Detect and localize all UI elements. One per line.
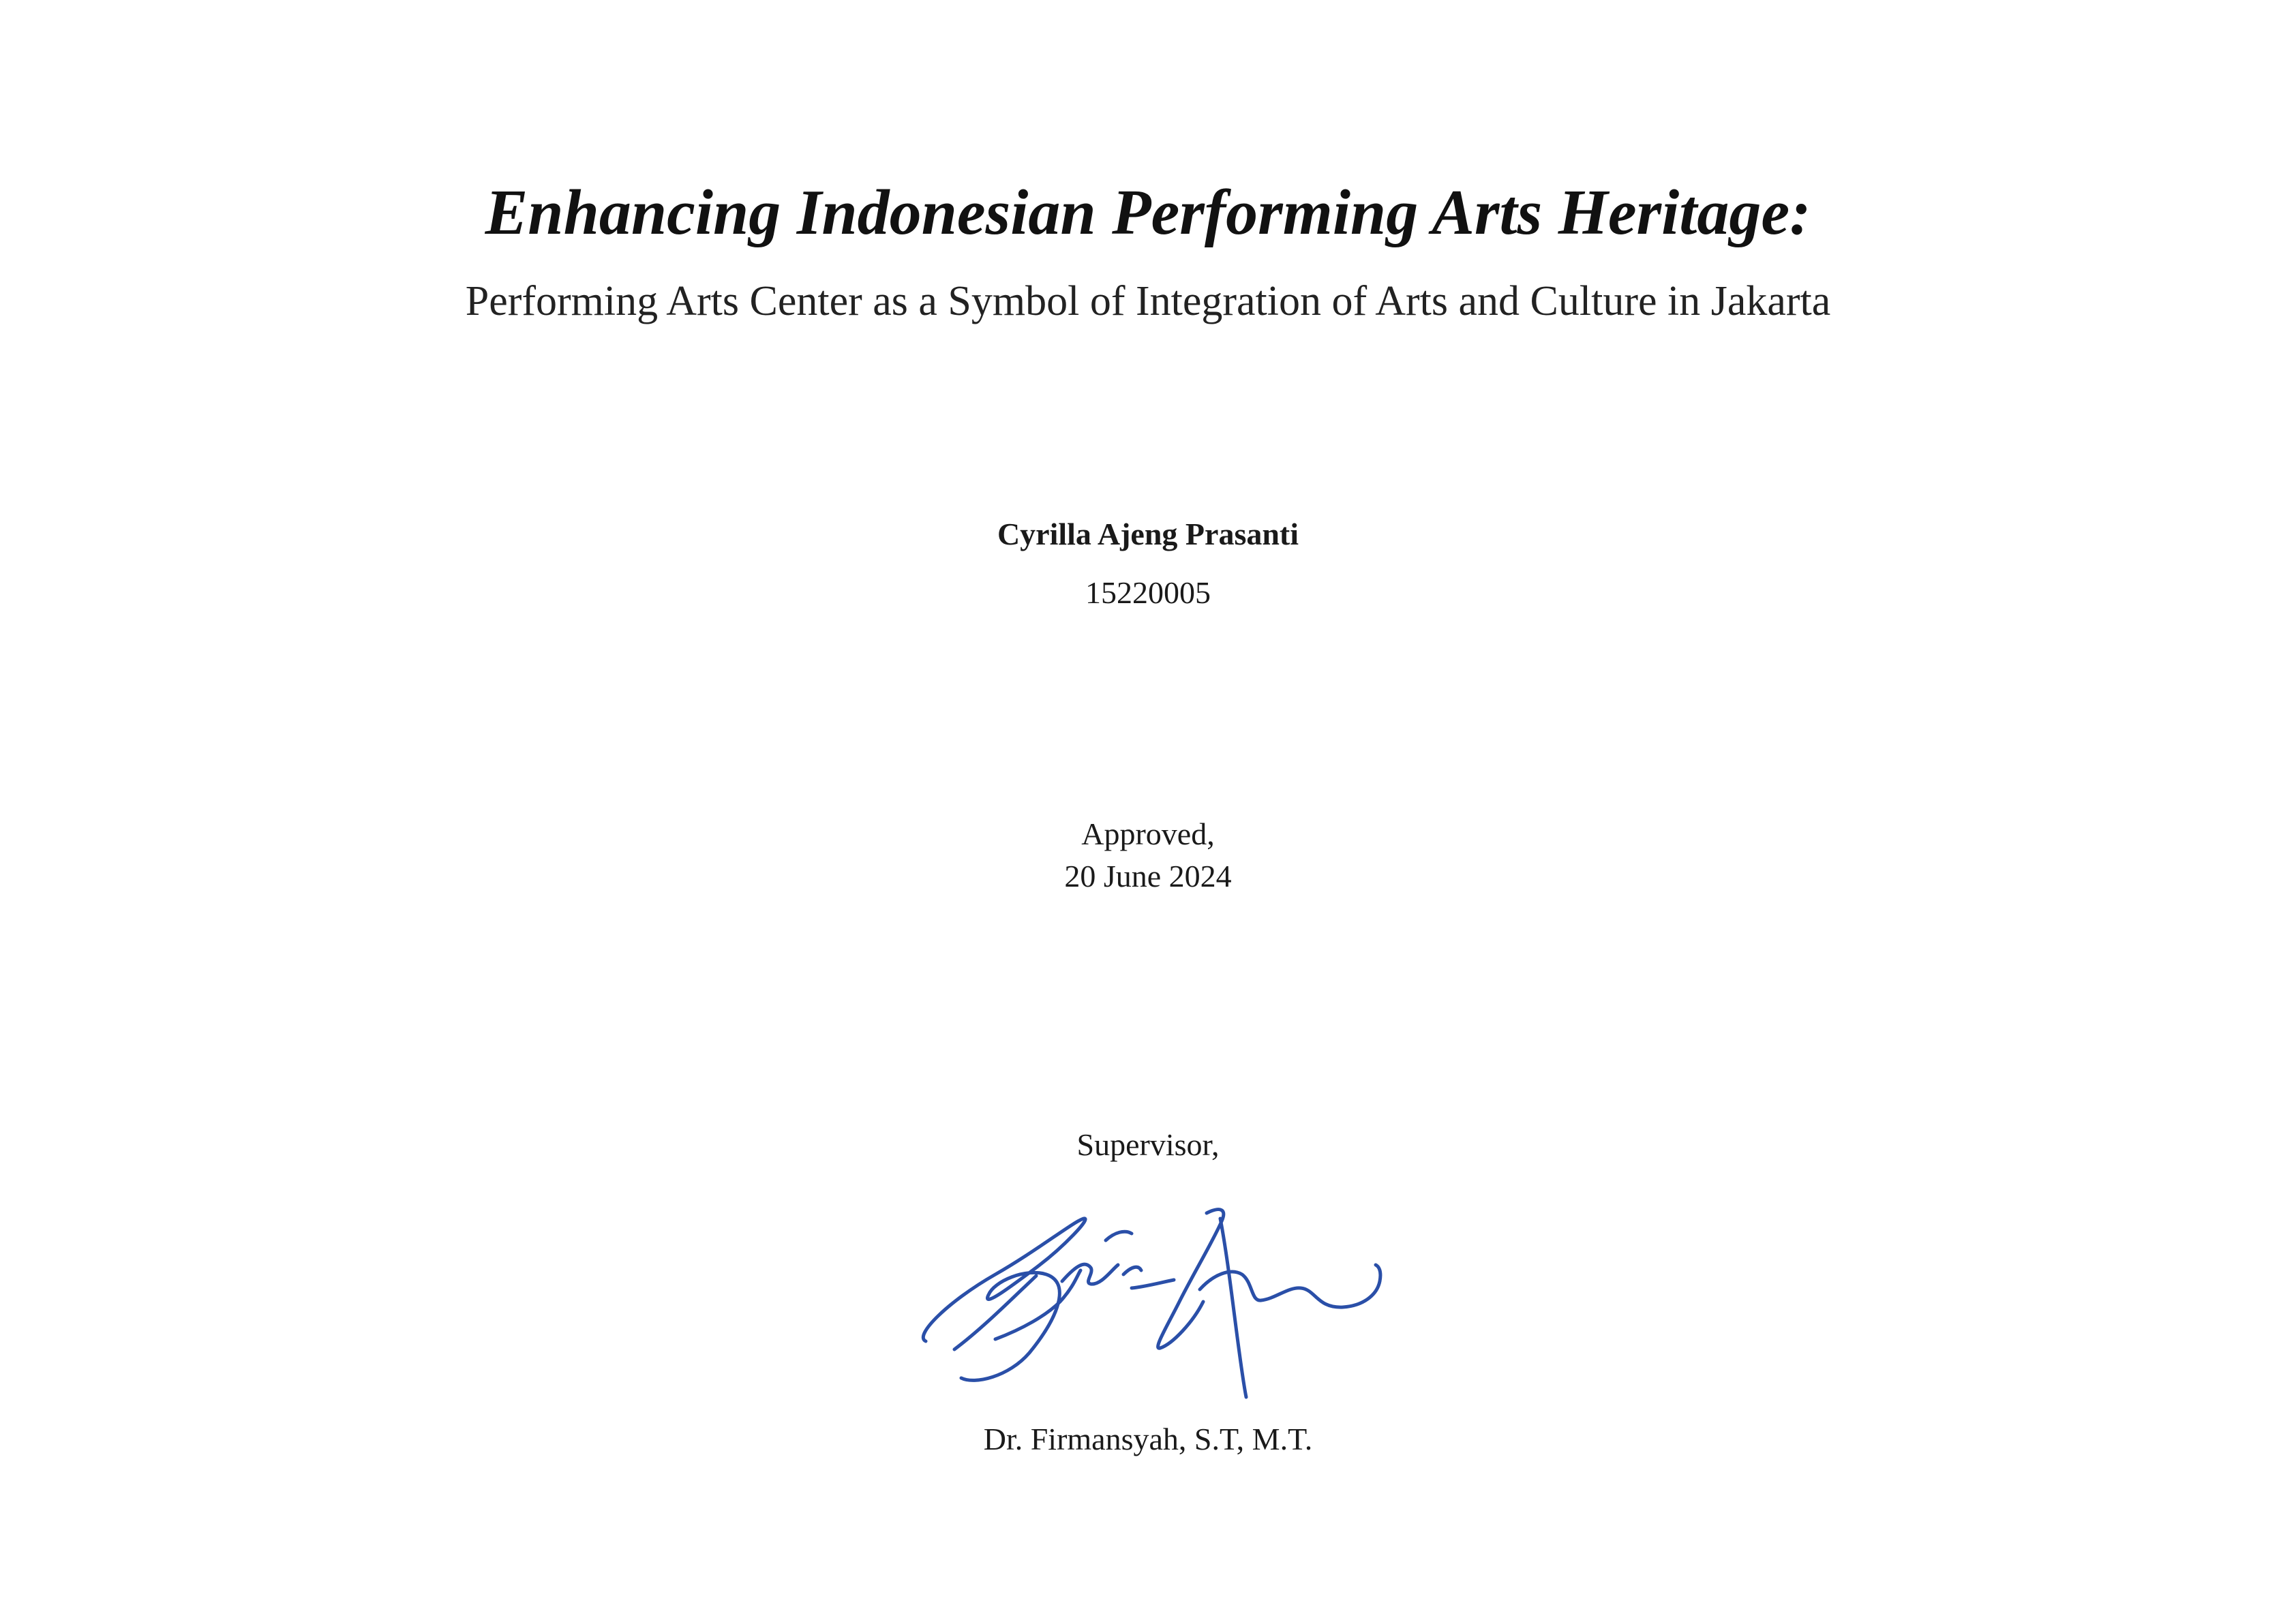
supervisor-signature [907, 1199, 1398, 1404]
supervisor-label: Supervisor, [1076, 1127, 1220, 1162]
document-title: Enhancing Indonesian Performing Arts Heritage: [485, 177, 1811, 248]
approval-label: Approved, [1081, 816, 1215, 851]
supervisor-name: Dr. Firmansyah, S.T, M.T. [983, 1422, 1313, 1456]
student-id: 15220005 [1085, 575, 1211, 610]
approval-date: 20 June 2024 [1064, 859, 1232, 893]
author-name: Cyrilla Ajeng Prasanti [997, 517, 1299, 551]
document-subtitle: Performing Arts Center as a Symbol of Integration of Arts and Culture in Jakarta [465, 278, 1831, 324]
